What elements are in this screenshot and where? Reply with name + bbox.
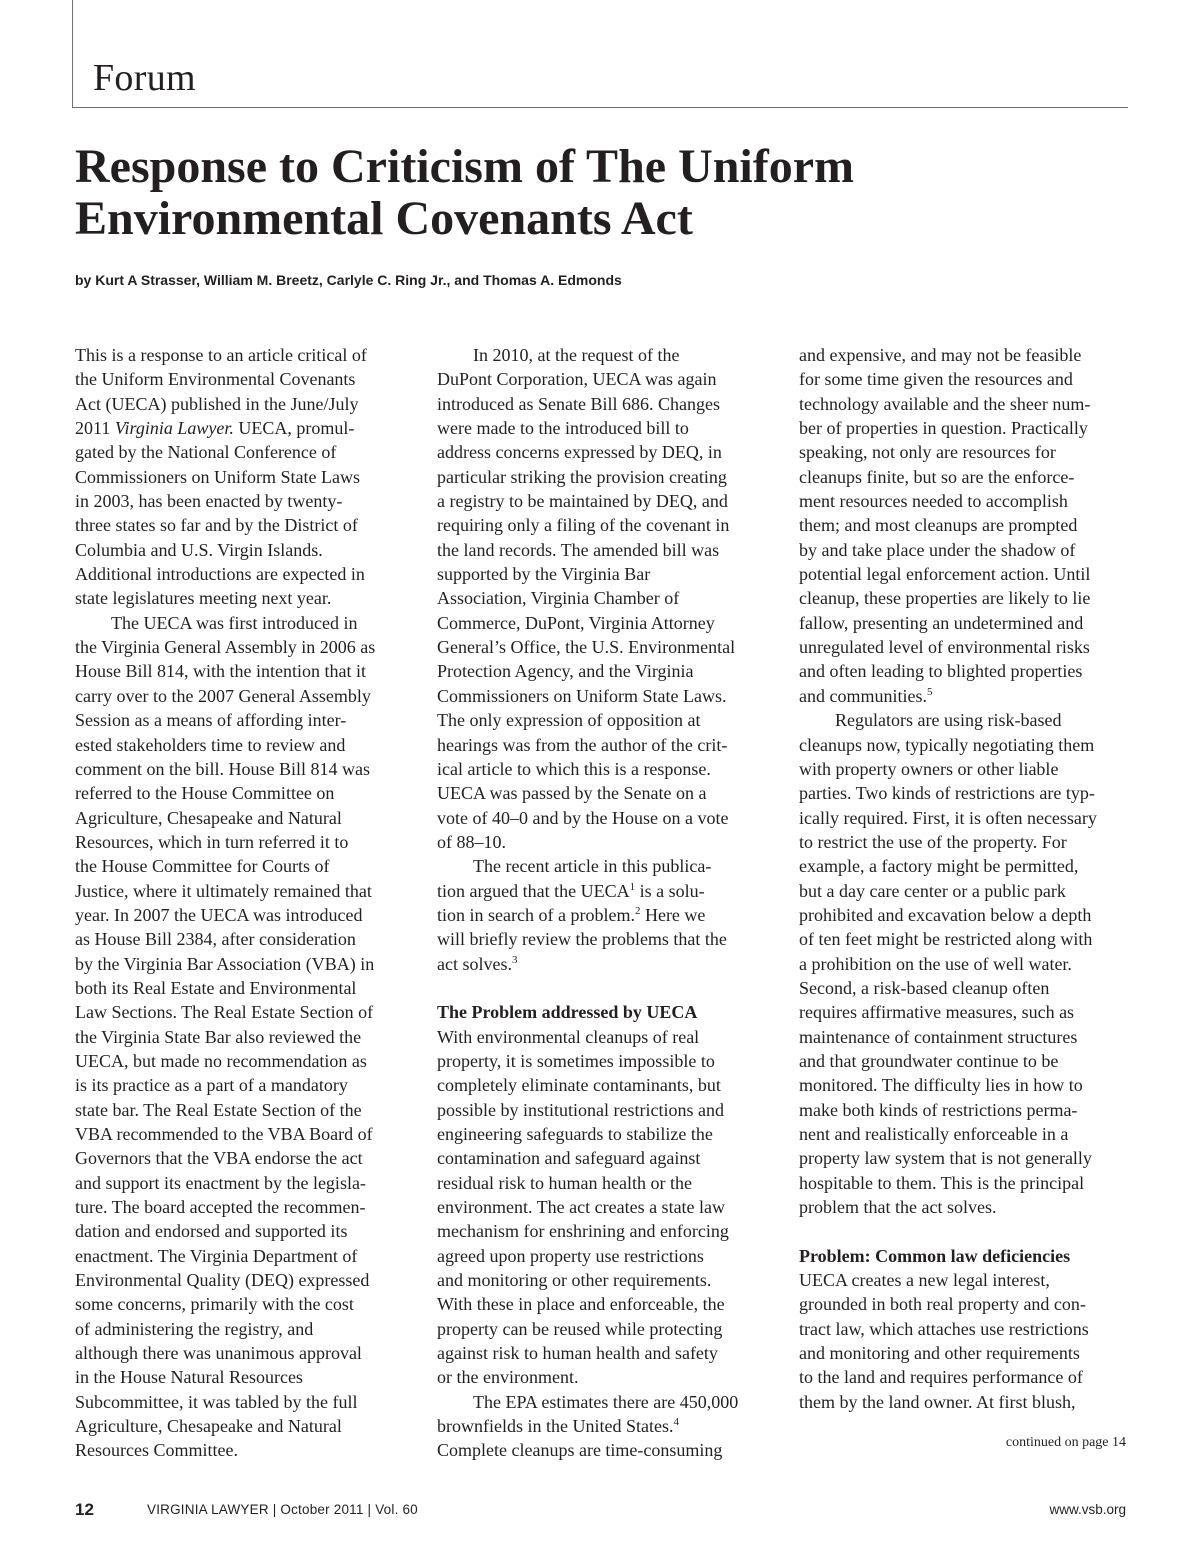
text-line: Regulators are using risk-based bbox=[835, 710, 1062, 731]
text-line: the land records. The amended bill was bbox=[437, 539, 720, 560]
text-line: the Virginia General Assembly in 2006 as bbox=[75, 637, 376, 658]
text-line: This is a response to an article critical of bbox=[75, 345, 367, 365]
text-line: and monitoring or other requirements. bbox=[437, 1270, 712, 1291]
text-line: nent and realistically enforceable in a bbox=[799, 1124, 1069, 1144]
website-link[interactable]: www.vsb.org bbox=[1049, 1502, 1126, 1517]
text-line: The UECA was first introduced in bbox=[111, 612, 358, 633]
text-line: technology available and the sheer num- bbox=[799, 393, 1091, 414]
text-line: UECA, but made no recommendation as bbox=[75, 1050, 367, 1071]
text-line: a registry to be maintained by DEQ, and bbox=[437, 491, 728, 512]
text-line: Commerce, DuPont, Virginia Attorney bbox=[437, 612, 715, 633]
text-line: In 2010, at the request of the bbox=[473, 345, 680, 365]
text-line: DuPont Corporation, UECA was again bbox=[437, 369, 717, 390]
text-line: ically required. First, it is often necessary bbox=[799, 807, 1097, 828]
text-line: With these in place and enforceable, the bbox=[437, 1294, 725, 1315]
text-line: requiring only a filing of the covenant in bbox=[437, 515, 730, 536]
text-line: Protection Agency, and the Virginia bbox=[437, 661, 694, 682]
text-line: speaking, not only are resources for bbox=[799, 442, 1056, 463]
text-line: Second, a risk-based cleanup often bbox=[799, 977, 1050, 998]
text-line: Governors that the VBA endorse the act bbox=[75, 1148, 363, 1169]
text-line: the Uniform Environmental Covenants bbox=[75, 369, 356, 390]
text-line: brownfields in the United States.$^4$ bbox=[437, 1416, 679, 1437]
text-line: Agriculture, Chesapeake and Natural bbox=[75, 807, 342, 828]
text-line: vote of 40–0 and by the House on a vote bbox=[437, 807, 729, 828]
text-line: prohibited and excavation below a depth bbox=[799, 904, 1092, 925]
text-line: for some time given the resources and bbox=[799, 369, 1073, 390]
text-line: property, it is sometimes impossible to bbox=[437, 1050, 715, 1071]
article-title: Response to Criticism of The Uniform Environmental Covenants Act bbox=[75, 140, 855, 245]
text-line: although there was unanimous approval bbox=[75, 1343, 362, 1364]
text-line: and often leading to blighted properties bbox=[799, 661, 1083, 682]
text-line: were made to the introduced bill to bbox=[437, 418, 689, 439]
text-line: them; and most cleanups are prompted bbox=[799, 515, 1078, 536]
header-rule-horizontal bbox=[72, 107, 1128, 108]
text-line: both its Real Estate and Environmental bbox=[75, 977, 357, 998]
footnote-ref: 2 bbox=[634, 904, 641, 917]
text-line: Additional introductions are expected in bbox=[75, 564, 365, 585]
column-2 bbox=[437, 343, 767, 1463]
byline: by Kurt A Strasser, William M. Breetz, Carlyle C. Ring Jr., and Thomas A. Edmonds bbox=[75, 272, 622, 288]
text-line: property can be reused while protecting bbox=[437, 1318, 723, 1339]
italic-text: Virginia Lawyer. bbox=[114, 418, 234, 439]
text-line: dation and endorsed and supported its bbox=[75, 1221, 348, 1242]
text-line: 2011 Virginia Lawyer. UECA, promul- bbox=[75, 418, 355, 439]
text-line: some concerns, primarily with the cost bbox=[75, 1294, 354, 1315]
text-line: The recent article in this publica- bbox=[473, 856, 712, 877]
text-line: act solves.$^3$ bbox=[437, 953, 518, 974]
text-line: Justice, where it ultimately remained that bbox=[75, 880, 372, 901]
text-line: by the Virginia Bar Association (VBA) in bbox=[75, 953, 375, 974]
text-line: potential legal enforcement action. Until bbox=[799, 564, 1091, 585]
continued-note: continued on page 14 bbox=[1005, 1435, 1126, 1450]
text-line: Resources, which in turn referred it to bbox=[75, 831, 349, 852]
text-line: Environmental Quality (DEQ) expressed bbox=[75, 1270, 370, 1291]
text-line: hearings was from the author of the crit- bbox=[437, 734, 728, 755]
text-line: cleanup, these properties are likely to lie bbox=[799, 588, 1091, 609]
text-line: UECA was passed by the Senate on a bbox=[437, 783, 707, 804]
text-line: in the House Natural Resources bbox=[75, 1367, 303, 1388]
text-line: of 88–10. bbox=[437, 831, 506, 852]
text-line: ture. The board accepted the recommen- bbox=[75, 1197, 366, 1218]
text-line: against risk to human health and safety bbox=[437, 1343, 718, 1364]
text-line: fallow, presenting an undetermined and bbox=[799, 612, 1084, 633]
text-line: cleanups now, typically negotiating them bbox=[799, 734, 1095, 755]
text-line: carry over to the 2007 General Assembly bbox=[75, 685, 371, 706]
text-line: maintenance of containment structures bbox=[799, 1026, 1078, 1047]
text-line: VBA recommended to the VBA Board of bbox=[75, 1124, 373, 1144]
text-line: House Bill 814, with the intention that it bbox=[75, 661, 366, 682]
text-line: contamination and safeguard against bbox=[437, 1148, 701, 1169]
text-line: hospitable to them. This is the principal bbox=[799, 1172, 1085, 1193]
text-line: ber of properties in question. Practically bbox=[799, 418, 1088, 439]
text-line: Law Sections. The Real Estate Section of bbox=[75, 1002, 374, 1023]
text-line: mechanism for enshrining and enforcing bbox=[437, 1221, 729, 1242]
text-line: tion argued that the UECA$^1$ is a solu- bbox=[437, 880, 705, 901]
text-line: state legislatures meeting next year. bbox=[75, 588, 332, 609]
text-line: and expensive, and may not be feasible bbox=[799, 345, 1082, 365]
column-3 bbox=[799, 343, 1129, 1414]
text-line: as House Bill 2384, after consideration bbox=[75, 929, 356, 950]
text-line: Agriculture, Chesapeake and Natural bbox=[75, 1416, 342, 1437]
text-line: to restrict the use of the property. For bbox=[799, 831, 1067, 852]
text-line: make both kinds of restrictions perma- bbox=[799, 1099, 1078, 1120]
text-line: or the environment. bbox=[437, 1367, 579, 1388]
text-line: Commissioners on Uniform State Laws bbox=[75, 466, 360, 487]
text-line: to the land and requires performance of bbox=[799, 1367, 1083, 1388]
text-line: example, a factory might be permitted, bbox=[799, 856, 1079, 877]
text-line: year. In 2007 the UECA was introduced bbox=[75, 904, 363, 925]
paragraph-gap bbox=[437, 976, 767, 1000]
text-line: gated by the National Conference of bbox=[75, 442, 337, 463]
paragraph-gap bbox=[799, 1219, 1129, 1243]
footnote-ref: 3 bbox=[511, 953, 518, 966]
text-line: UECA creates a new legal interest, bbox=[799, 1270, 1050, 1291]
text-line: tion in search of a problem.$^2$ Here we bbox=[437, 904, 706, 925]
text-line: in 2003, has been enacted by twenty- bbox=[75, 491, 343, 512]
text-line: and support its enactment by the legisla- bbox=[75, 1172, 366, 1193]
footnote-ref: 4 bbox=[673, 1416, 679, 1429]
text-line: residual risk to human health or the bbox=[437, 1172, 692, 1193]
text-line: monitored. The difficulty lies in how to bbox=[799, 1075, 1083, 1096]
text-line: The EPA estimates there are 450,000 bbox=[473, 1391, 739, 1412]
text-line: of ten feet might be restricted along with bbox=[799, 929, 1093, 950]
text-line: introduced as Senate Bill 686. Changes bbox=[437, 393, 720, 414]
section-label: Forum bbox=[93, 57, 196, 99]
text-line: engineering safeguards to stabilize the bbox=[437, 1124, 713, 1144]
text-line: referred to the House Committee on bbox=[75, 783, 335, 804]
subheading: Problem: Common law deficiencies bbox=[799, 1245, 1071, 1266]
text-line: grounded in both real property and con- bbox=[799, 1294, 1086, 1315]
text-line: ical article to which this is a response. bbox=[437, 758, 711, 779]
text-line: cleanups finite, but so are the enforce- bbox=[799, 466, 1075, 487]
magazine-info: VIRGINIA LAWYER | October 2011 | Vol. 60 bbox=[147, 1502, 418, 1517]
text-line: tract law, which attaches use restrictions bbox=[799, 1318, 1089, 1339]
text-line: unregulated level of environmental risks bbox=[799, 637, 1090, 658]
text-line: Subcommittee, it was tabled by the full bbox=[75, 1391, 358, 1412]
text-line: the Virginia State Bar also reviewed the bbox=[75, 1026, 362, 1047]
text-line: Columbia and U.S. Virgin Islands. bbox=[75, 539, 323, 560]
footnote-ref: 1 bbox=[629, 880, 636, 893]
footnote-ref: 5 bbox=[926, 685, 933, 698]
text-line: ment resources needed to accomplish bbox=[799, 491, 1068, 512]
column-1 bbox=[75, 343, 405, 1463]
text-line: and monitoring and other requirements bbox=[799, 1343, 1080, 1364]
text-line: Session as a means of affording inter- bbox=[75, 710, 347, 731]
text-line: is its practice as a part of a mandatory bbox=[75, 1075, 348, 1096]
text-line: environment. The act creates a state law bbox=[437, 1197, 726, 1218]
text-line: comment on the bill. House Bill 814 was bbox=[75, 758, 370, 779]
text-line: Association, Virginia Chamber of bbox=[437, 588, 680, 609]
text-line: Act (UECA) published in the June/July bbox=[75, 393, 359, 414]
text-line: General’s Office, the U.S. Environmental bbox=[437, 637, 736, 658]
text-line: them by the land owner. At first blush, bbox=[799, 1391, 1076, 1412]
header-rule-vertical bbox=[72, 0, 73, 108]
text-line: supported by the Virginia Bar bbox=[437, 564, 651, 585]
text-line: with property owners or other liable bbox=[799, 758, 1059, 779]
text-line: agreed upon property use restrictions bbox=[437, 1245, 704, 1266]
text-line: parties. Two kinds of restrictions are typ- bbox=[799, 783, 1095, 804]
text-line: The only expression of opposition at bbox=[437, 710, 701, 731]
text-line: Complete cleanups are time-consuming bbox=[437, 1440, 723, 1461]
text-line: but a day care center or a public park bbox=[799, 880, 1066, 901]
page-footer bbox=[75, 1500, 1126, 1524]
text-line: particular striking the provision creating bbox=[437, 466, 727, 487]
text-line: problem that the act solves. bbox=[799, 1197, 997, 1218]
text-line: three states so far and by the District of bbox=[75, 515, 358, 536]
text-line: state bar. The Real Estate Section of the bbox=[75, 1099, 362, 1120]
subheading: The Problem addressed by UECA bbox=[437, 1002, 698, 1023]
text-line: Commissioners on Uniform State Laws. bbox=[437, 685, 727, 706]
text-line: property law system that is not generally bbox=[799, 1148, 1092, 1169]
text-line: address concerns expressed by DEQ, in bbox=[437, 442, 722, 463]
text-line: With environmental cleanups of real bbox=[437, 1026, 700, 1047]
text-line: and communities.$^5$ bbox=[799, 685, 933, 706]
text-line: of administering the registry, and bbox=[75, 1318, 314, 1339]
text-line: Resources Committee. bbox=[75, 1440, 238, 1461]
text-line: possible by institutional restrictions and bbox=[437, 1099, 724, 1120]
text-line: a prohibition on the use of well water. bbox=[799, 953, 1072, 974]
text-line: completely eliminate contaminants, but bbox=[437, 1075, 721, 1096]
text-line: ested stakeholders time to review and bbox=[75, 734, 346, 755]
text-line: enactment. The Virginia Department of bbox=[75, 1245, 358, 1266]
text-line: and that groundwater continue to be bbox=[799, 1050, 1059, 1071]
text-line: by and take place under the shadow of bbox=[799, 539, 1076, 560]
page-number: 12 bbox=[75, 1500, 94, 1519]
text-line: requires affirmative measures, such as bbox=[799, 1002, 1075, 1023]
text-line: will briefly review the problems that the bbox=[437, 929, 727, 950]
text-line: the House Committee for Courts of bbox=[75, 856, 330, 877]
